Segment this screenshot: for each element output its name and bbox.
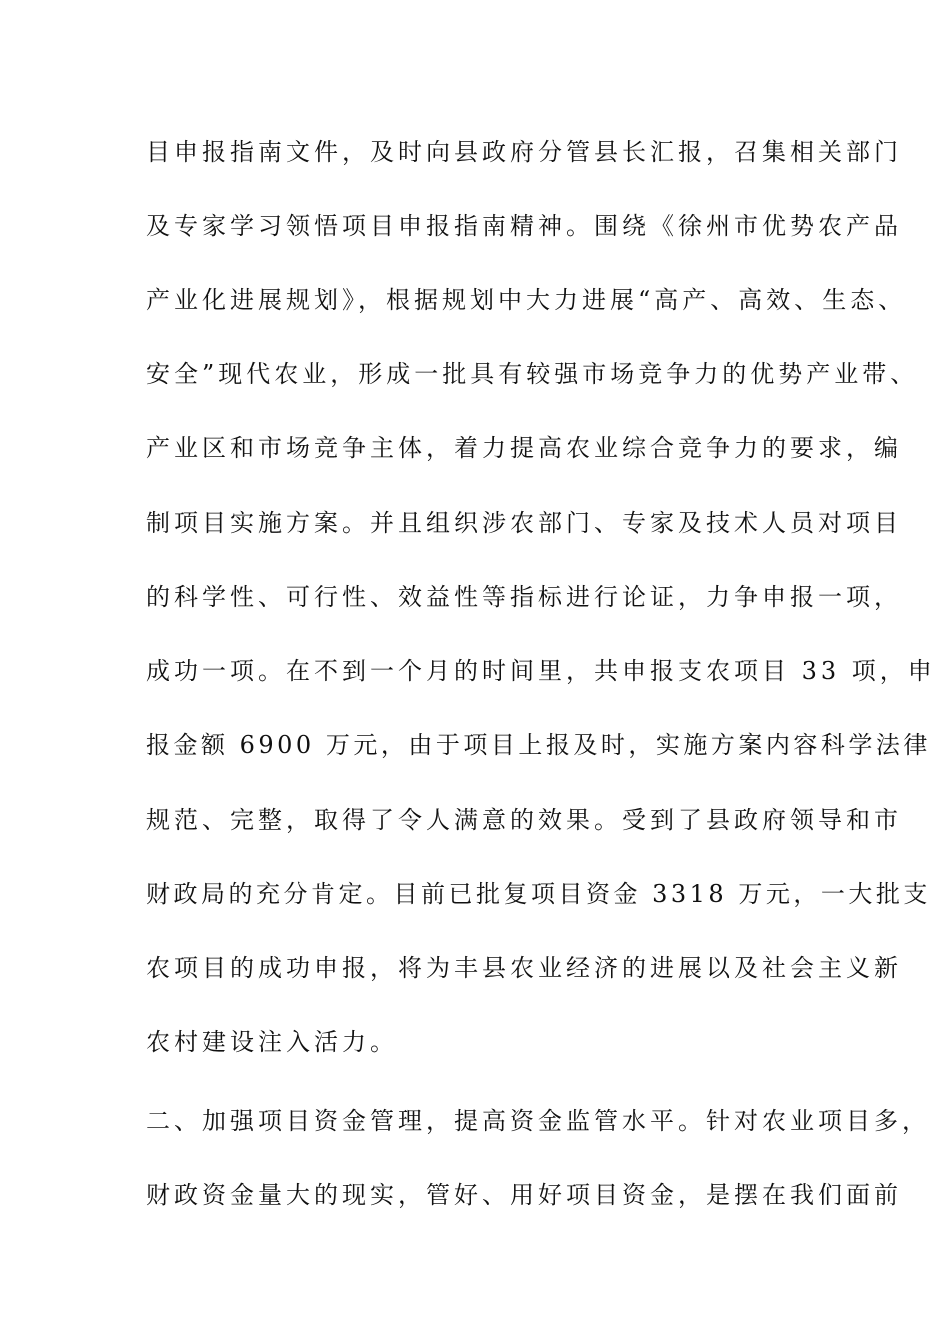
- text-line: 及专家学习领悟项目申报指南精神。围绕《徐州市优势农产品: [146, 212, 902, 240]
- text-line: 产业化进展规划》，根据规划中大力进展“高产、高效、生态、: [146, 286, 907, 314]
- text-line: 制项目实施方案。并且组织涉农部门、专家及技术人员对项目: [146, 509, 902, 537]
- text-line: 财政局的充分肯定。目前已批复项目资金 3318 万元，一大批支: [146, 880, 931, 908]
- text-line: 财政资金量大的现实，管好、用好项目资金，是摆在我们面前: [146, 1181, 902, 1209]
- text-line: 成功一项。在不到一个月的时间里，共申报支农项目 33 项，申: [146, 657, 936, 685]
- text-line: 规范、完整，取得了令人满意的效果。受到了县政府领导和市: [146, 806, 902, 834]
- text-line: 报金额 6900 万元，由于项目上报及时，实施方案内容科学法律: [146, 731, 931, 759]
- text-line: 目申报指南文件，及时向县政府分管县长汇报，召集相关部门: [146, 138, 902, 166]
- text-line: 二、加强项目资金管理，提高资金监管水平。针对农业项目多，: [146, 1107, 930, 1135]
- text-line: 农项目的成功申报，将为丰县农业经济的进展以及社会主义新: [146, 954, 902, 982]
- text-line: 农村建设注入活力。: [146, 1028, 398, 1056]
- text-line: 安全”现代农业，形成一批具有较强市场竞争力的优势产业带、: [146, 360, 919, 388]
- text-line: 产业区和市场竞争主体，着力提高农业综合竞争力的要求，编: [146, 434, 902, 462]
- text-line: 的科学性、可行性、效益性等指标进行论证，力争申报一项，: [146, 583, 902, 611]
